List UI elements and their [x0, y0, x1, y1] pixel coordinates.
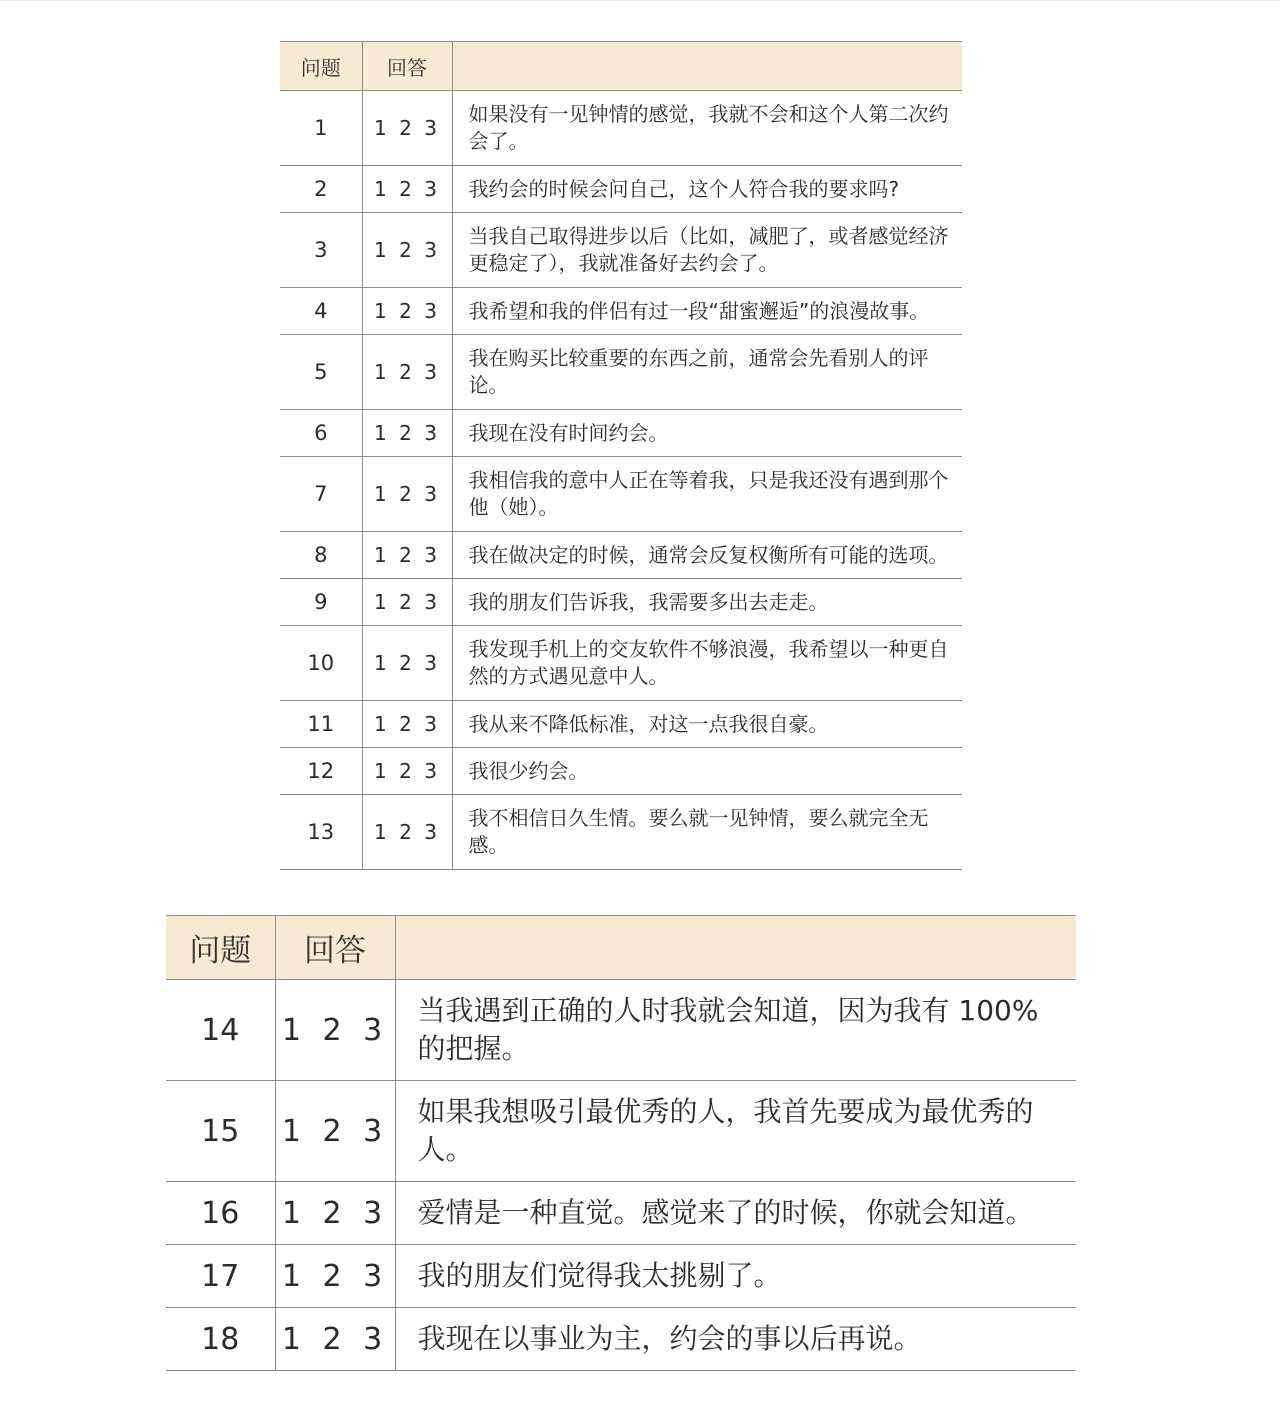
question-number: 14 — [166, 980, 275, 1081]
statement-text: 爱情是一种直觉。感觉来了的时候，你就会知道。 — [395, 1182, 1076, 1245]
table-row — [280, 457, 962, 532]
questionnaire-table-1 — [280, 41, 962, 870]
question-number: 16 — [166, 1182, 275, 1245]
table-header-row — [280, 42, 962, 91]
question-number: 5 — [280, 335, 362, 410]
answer-options: 1 2 3 — [362, 288, 452, 335]
table-row — [280, 748, 962, 795]
table-row — [280, 91, 962, 166]
question-number: 9 — [280, 579, 362, 626]
question-number: 17 — [166, 1245, 275, 1308]
question-number: 7 — [280, 457, 362, 532]
statement-text: 我在做决定的时候，通常会反复权衡所有可能的选项。 — [452, 532, 962, 579]
statement-text: 当我自己取得进步以后（比如，减肥了，或者感觉经济更稳定了），我就准备好去约会了。 — [452, 213, 962, 288]
statement-text: 我现在没有时间约会。 — [452, 410, 962, 457]
statement-text: 如果我想吸引最优秀的人，我首先要成为最优秀的人。 — [395, 1081, 1076, 1182]
question-number: 2 — [280, 166, 362, 213]
statement-text: 我很少约会。 — [452, 748, 962, 795]
answer-options: 1 2 3 — [362, 532, 452, 579]
statement-text: 如果没有一见钟情的感觉，我就不会和这个人第二次约会了。 — [452, 91, 962, 166]
answer-options: 1 2 3 — [275, 1308, 395, 1371]
question-number: 11 — [280, 701, 362, 748]
table-row — [280, 335, 962, 410]
answer-options: 1 2 3 — [275, 1245, 395, 1308]
question-number: 6 — [280, 410, 362, 457]
answer-options: 1 2 3 — [362, 701, 452, 748]
answer-options: 1 2 3 — [362, 795, 452, 870]
question-number: 10 — [280, 626, 362, 701]
answer-options: 1 2 3 — [362, 457, 452, 532]
question-number: 8 — [280, 532, 362, 579]
statement-text: 我的朋友们告诉我，我需要多出去走走。 — [452, 579, 962, 626]
statement-text: 我不相信日久生情。要么就一见钟情，要么就完全无感。 — [452, 795, 962, 870]
answer-options: 1 2 3 — [362, 91, 452, 166]
statement-text: 当我遇到正确的人时我就会知道，因为我有 100%的把握。 — [395, 980, 1076, 1081]
table-row — [280, 626, 962, 701]
header-question: 问题 — [166, 916, 275, 980]
question-number: 18 — [166, 1308, 275, 1371]
table-row — [280, 288, 962, 335]
statement-text: 我现在以事业为主，约会的事以后再说。 — [395, 1308, 1076, 1371]
answer-options: 1 2 3 — [362, 335, 452, 410]
table-header-row — [166, 916, 1076, 980]
table-row — [280, 410, 962, 457]
table-row — [166, 980, 1076, 1081]
question-number: 15 — [166, 1081, 275, 1182]
statement-text: 我发现手机上的交友软件不够浪漫，我希望以一种更自然的方式遇见意中人。 — [452, 626, 962, 701]
answer-options: 1 2 3 — [362, 166, 452, 213]
statement-text: 我相信我的意中人正在等着我，只是我还没有遇到那个他（她）。 — [452, 457, 962, 532]
statement-text: 我的朋友们觉得我太挑剔了。 — [395, 1245, 1076, 1308]
statement-text: 我在购买比较重要的东西之前，通常会先看别人的评论。 — [452, 335, 962, 410]
page-top-rule — [0, 0, 1280, 1]
header-question: 问题 — [280, 42, 362, 91]
question-number: 4 — [280, 288, 362, 335]
answer-options: 1 2 3 — [275, 1182, 395, 1245]
statement-text: 我约会的时候会问自己，这个人符合我的要求吗? — [452, 166, 962, 213]
answer-options: 1 2 3 — [275, 1081, 395, 1182]
answer-options: 1 2 3 — [362, 579, 452, 626]
table-row — [280, 532, 962, 579]
table-row — [280, 166, 962, 213]
table-row — [166, 1245, 1076, 1308]
table-row — [166, 1308, 1076, 1371]
statement-text: 我希望和我的伴侣有过一段“甜蜜邂逅”的浪漫故事。 — [452, 288, 962, 335]
answer-options: 1 2 3 — [362, 410, 452, 457]
answer-options: 1 2 3 — [362, 748, 452, 795]
table-row — [166, 1182, 1076, 1245]
answer-options: 1 2 3 — [275, 980, 395, 1081]
question-number: 12 — [280, 748, 362, 795]
table-row — [280, 213, 962, 288]
header-answer: 回答 — [362, 42, 452, 91]
header-answer: 回答 — [275, 916, 395, 980]
table-row — [280, 579, 962, 626]
questionnaire-table-2 — [166, 915, 1076, 1371]
header-statement — [395, 916, 1076, 980]
answer-options: 1 2 3 — [362, 626, 452, 701]
table-row — [280, 795, 962, 870]
answer-options: 1 2 3 — [362, 213, 452, 288]
header-statement — [452, 42, 962, 91]
question-number: 3 — [280, 213, 362, 288]
question-number: 1 — [280, 91, 362, 166]
table-row — [280, 701, 962, 748]
table-row — [166, 1081, 1076, 1182]
statement-text: 我从来不降低标准，对这一点我很自豪。 — [452, 701, 962, 748]
question-number: 13 — [280, 795, 362, 870]
